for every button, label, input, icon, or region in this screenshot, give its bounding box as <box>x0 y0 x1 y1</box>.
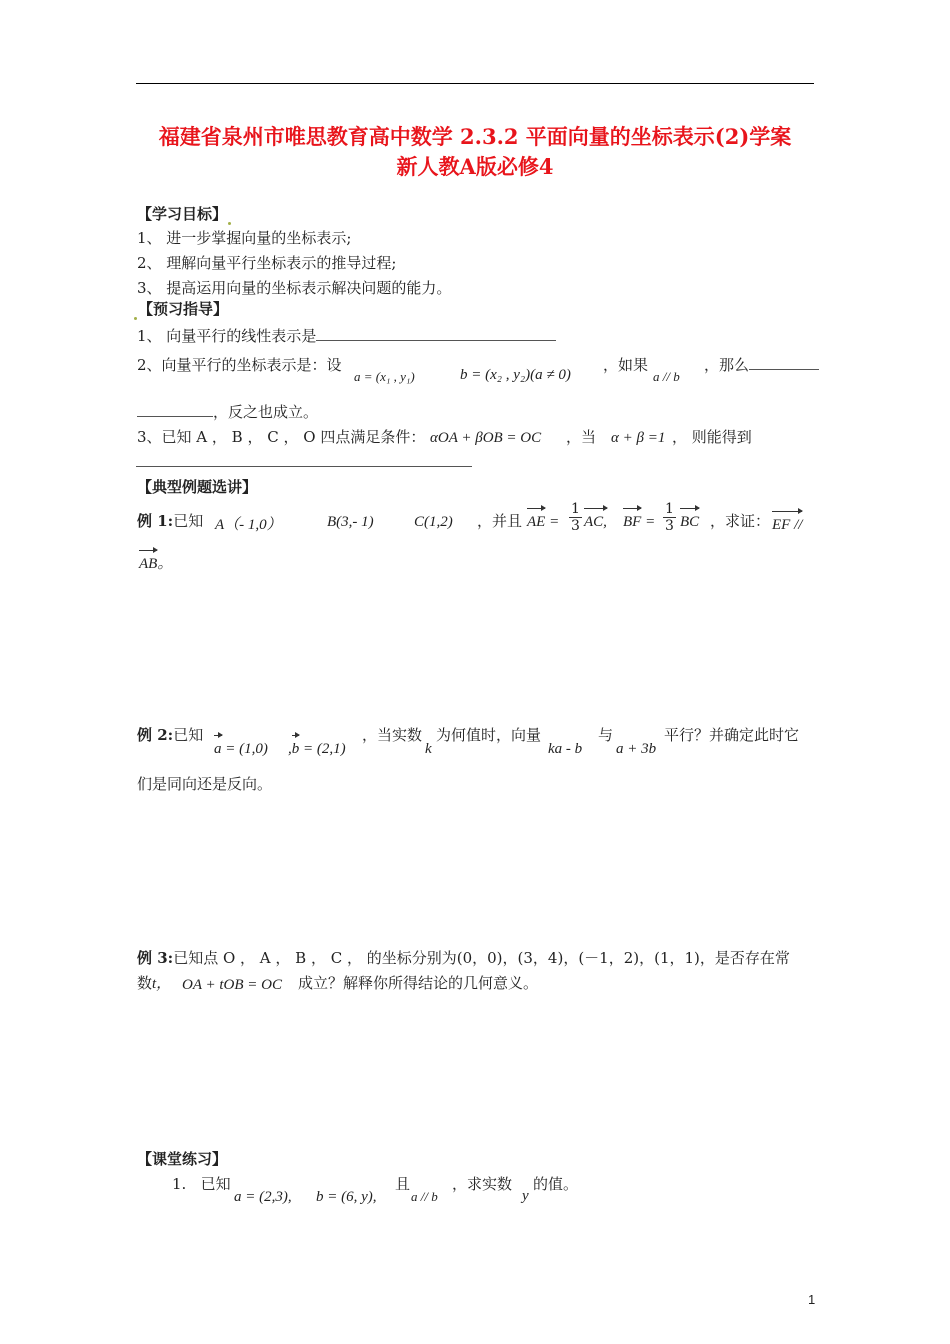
practice-variable-y: y <box>522 1188 529 1204</box>
vector-AB: AB。 <box>139 553 172 575</box>
practice-heading: 【课堂练习】 <box>137 1150 228 1168</box>
answer-blank[interactable] <box>316 326 556 341</box>
vector-AC: AC, <box>584 511 607 533</box>
fraction-one-third: $\frac{1}{3}$ <box>665 501 674 534</box>
vector-b-value: ,b = (2,1) <box>288 738 346 760</box>
preview-heading: 【预习指导】 <box>133 298 228 320</box>
goal-item-3: 3、 提高运用向量的坐标表示解决问题的能力。 <box>137 279 452 297</box>
point-B: B(3,- 1) <box>327 514 374 530</box>
example-3: 例 3:已知点 O ， A ， B ， C ， 的坐标分别为(0，0)，(3，4)，(－1，2)，(1，1)，是否存在常 <box>137 949 790 967</box>
examples-heading: 【典型例题选讲】 <box>137 478 258 496</box>
document-title-line1: 福建省泉州市唯思教育高中数学 2.3.2 平面向量的坐标表示(2)学案 <box>158 124 792 149</box>
header-rule <box>136 83 814 84</box>
practice-vector-a: a = (2,3), <box>234 1189 292 1205</box>
vector-BF: BF = <box>623 511 655 533</box>
preview-q3: 3、已知 A ， B ， C ， O 四点满足条件： <box>137 428 426 446</box>
answer-blank-long[interactable] <box>136 466 472 467</box>
example-2-line2: 们是同向还是反向。 <box>137 775 273 793</box>
practice-parallel: a // b <box>411 1189 438 1204</box>
practice-vector-b: b = (6, y), <box>316 1189 377 1205</box>
answer-blank[interactable] <box>137 402 213 417</box>
vector-EF: EF // <box>772 514 802 536</box>
example-1-and: ，并且 <box>477 512 523 530</box>
practice-text3: 的值。 <box>533 1175 579 1193</box>
q3-vector-equation: αOA + βOB = OC <box>430 430 542 446</box>
preview-q2-if: ，如果 <box>603 356 649 374</box>
q3-tail: ， 则能得到 <box>672 428 752 446</box>
example-1-prove: ，求证： <box>710 512 771 530</box>
parallel-condition: a // b <box>653 369 680 384</box>
preview-q2-line2: ，反之也成立。 <box>137 401 318 423</box>
point-A: A（- 1,0） <box>215 517 282 533</box>
preview-q1: 1、 向量平行的线性表示是 <box>137 325 556 347</box>
vector-a-plus-3b: a + 3b <box>616 741 657 757</box>
example-2-text2: ，当实数 <box>362 726 423 744</box>
example-2-text4: 平行？并确定此时它 <box>664 726 800 744</box>
document-title-line2: 新人教A版必修4 <box>396 154 554 179</box>
vector-a-value: a = (1,0) <box>214 738 268 760</box>
variable-k: k <box>425 741 432 757</box>
practice-item-1: 1. 已知 <box>172 1175 231 1193</box>
vector-b-coords: b = (x₂ , y₂)(a ≠ 0) <box>460 367 571 383</box>
goals-heading: 【学习目标】 <box>137 203 232 225</box>
answer-blank[interactable] <box>749 355 819 370</box>
goal-item-1: 1、 进一步掌握向量的坐标表示; <box>137 229 352 247</box>
goal-item-2: 2、 理解向量平行坐标表示的推导过程; <box>137 254 397 272</box>
preview-q2-then: ，那么 <box>704 354 819 376</box>
vector-BC: BC <box>680 511 699 533</box>
practice-and: 且 <box>395 1175 411 1193</box>
vector-ka-minus-b: ka - b <box>548 741 583 757</box>
vector-AE: AE = <box>527 511 559 533</box>
example-3-tail: 成立？解释你所得结论的几何意义。 <box>298 974 539 992</box>
practice-text2: ，求实数 <box>452 1175 513 1193</box>
vector-a-coords: a = (x₁ , y₁) <box>354 369 415 384</box>
example-1: 例 1:已知 <box>137 512 204 530</box>
example-3-equation: OA + tOB = OC <box>182 977 282 993</box>
example-2: 例 2:已知 <box>137 726 204 744</box>
preview-q2: 2、向量平行的坐标表示是：设 <box>137 356 342 374</box>
page-number: 1 <box>808 1292 816 1307</box>
example-3-line2: 数t， <box>137 974 172 992</box>
q3-condition: α + β =1 <box>611 430 666 446</box>
fraction-one-third: $\frac{1}{3}$ <box>571 501 580 534</box>
example-2-text3: 为何值时，向量 <box>436 726 542 744</box>
point-C: C(1,2) <box>414 514 453 530</box>
example-2-with: 与 <box>598 726 614 744</box>
q3-when: ，当 <box>566 428 597 446</box>
